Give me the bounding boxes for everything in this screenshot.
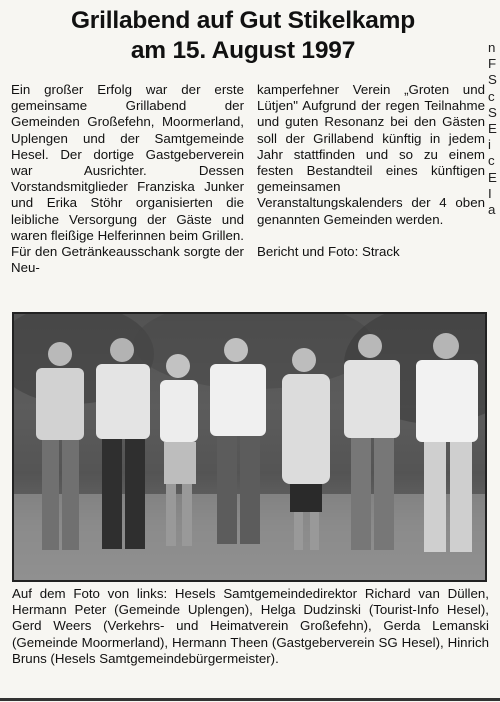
adjacent-fragment-letter: E bbox=[488, 121, 497, 137]
bottom-rule bbox=[0, 698, 500, 701]
headline-line-1: Grillabend auf Gut Stikelkamp bbox=[70, 7, 416, 34]
column-1-text: Ein großer Erfolg war der erste gemeinsame Grillabend der Gemeinden Großefehn, Moormerland, Uplengen und der Samtgemeinde Hesel. Der dortige Gastgeberverein war Ausrichter. Dessen Vorstandsmitglieder Franziska Junker und Erika Stöhr organisierten die leibliche Versorgung der Gäste und waren fleißige Helferinnen beim Grillen. Für den Getränkeausschank sorgte der Neu- bbox=[11, 82, 244, 276]
photo-credit: Bericht und Foto: Strack bbox=[257, 243, 400, 259]
adjacent-fragment-letter: S bbox=[488, 104, 497, 120]
article-column-2 bbox=[257, 82, 485, 260]
adjacent-fragment-letter: E bbox=[488, 169, 497, 185]
adjacent-fragment-letter: I bbox=[488, 185, 492, 201]
adjacent-fragment-letter: n bbox=[488, 40, 496, 55]
article-column-1 bbox=[11, 82, 244, 276]
photo-caption: Auf dem Foto von links: Hesels Samtgemeindedirektor Richard van Düllen, Hermann Peter (Gemeinde Uplengen), Helga Dudzinski (Tourist-Info Hesel), Gerd Weers (Verkehrs- und Heimatverein Großefehn), Gerda Lemanski (Gemeinde Moormerland), Hermann Theen (Gastgeberverein SG Hesel), Hinrich Bruns (Hesels Samtgemeindebürgermeister). bbox=[12, 586, 489, 666]
adjacent-fragment-letter: i bbox=[488, 137, 491, 153]
headline-line-2: am 15. August 1997 bbox=[130, 37, 356, 64]
headline bbox=[8, 6, 478, 66]
adjacent-article-fragment bbox=[488, 40, 500, 218]
adjacent-fragment-letter: S bbox=[488, 72, 497, 88]
adjacent-fragment-letter: a bbox=[488, 202, 496, 218]
column-2-text: kamperfehner Verein „Groten und Lütjen" Aufgrund der regen Teilnahme und guten Resonanz bei den Gästen soll der Grillabend künftig in jedem Jahr stattfinden und so zu einem festen Bestandteil eines künftigen gemeinsamen Veranstaltungskalenders der 4 oben genannten Gemeinden werden. bbox=[257, 82, 485, 227]
adjacent-fragment-letter: c bbox=[488, 153, 495, 169]
adjacent-fragment-letter: F bbox=[488, 56, 497, 72]
adjacent-fragment-letter: c bbox=[488, 88, 495, 104]
group-photo bbox=[12, 312, 487, 582]
group-photo-illustration bbox=[14, 314, 485, 580]
